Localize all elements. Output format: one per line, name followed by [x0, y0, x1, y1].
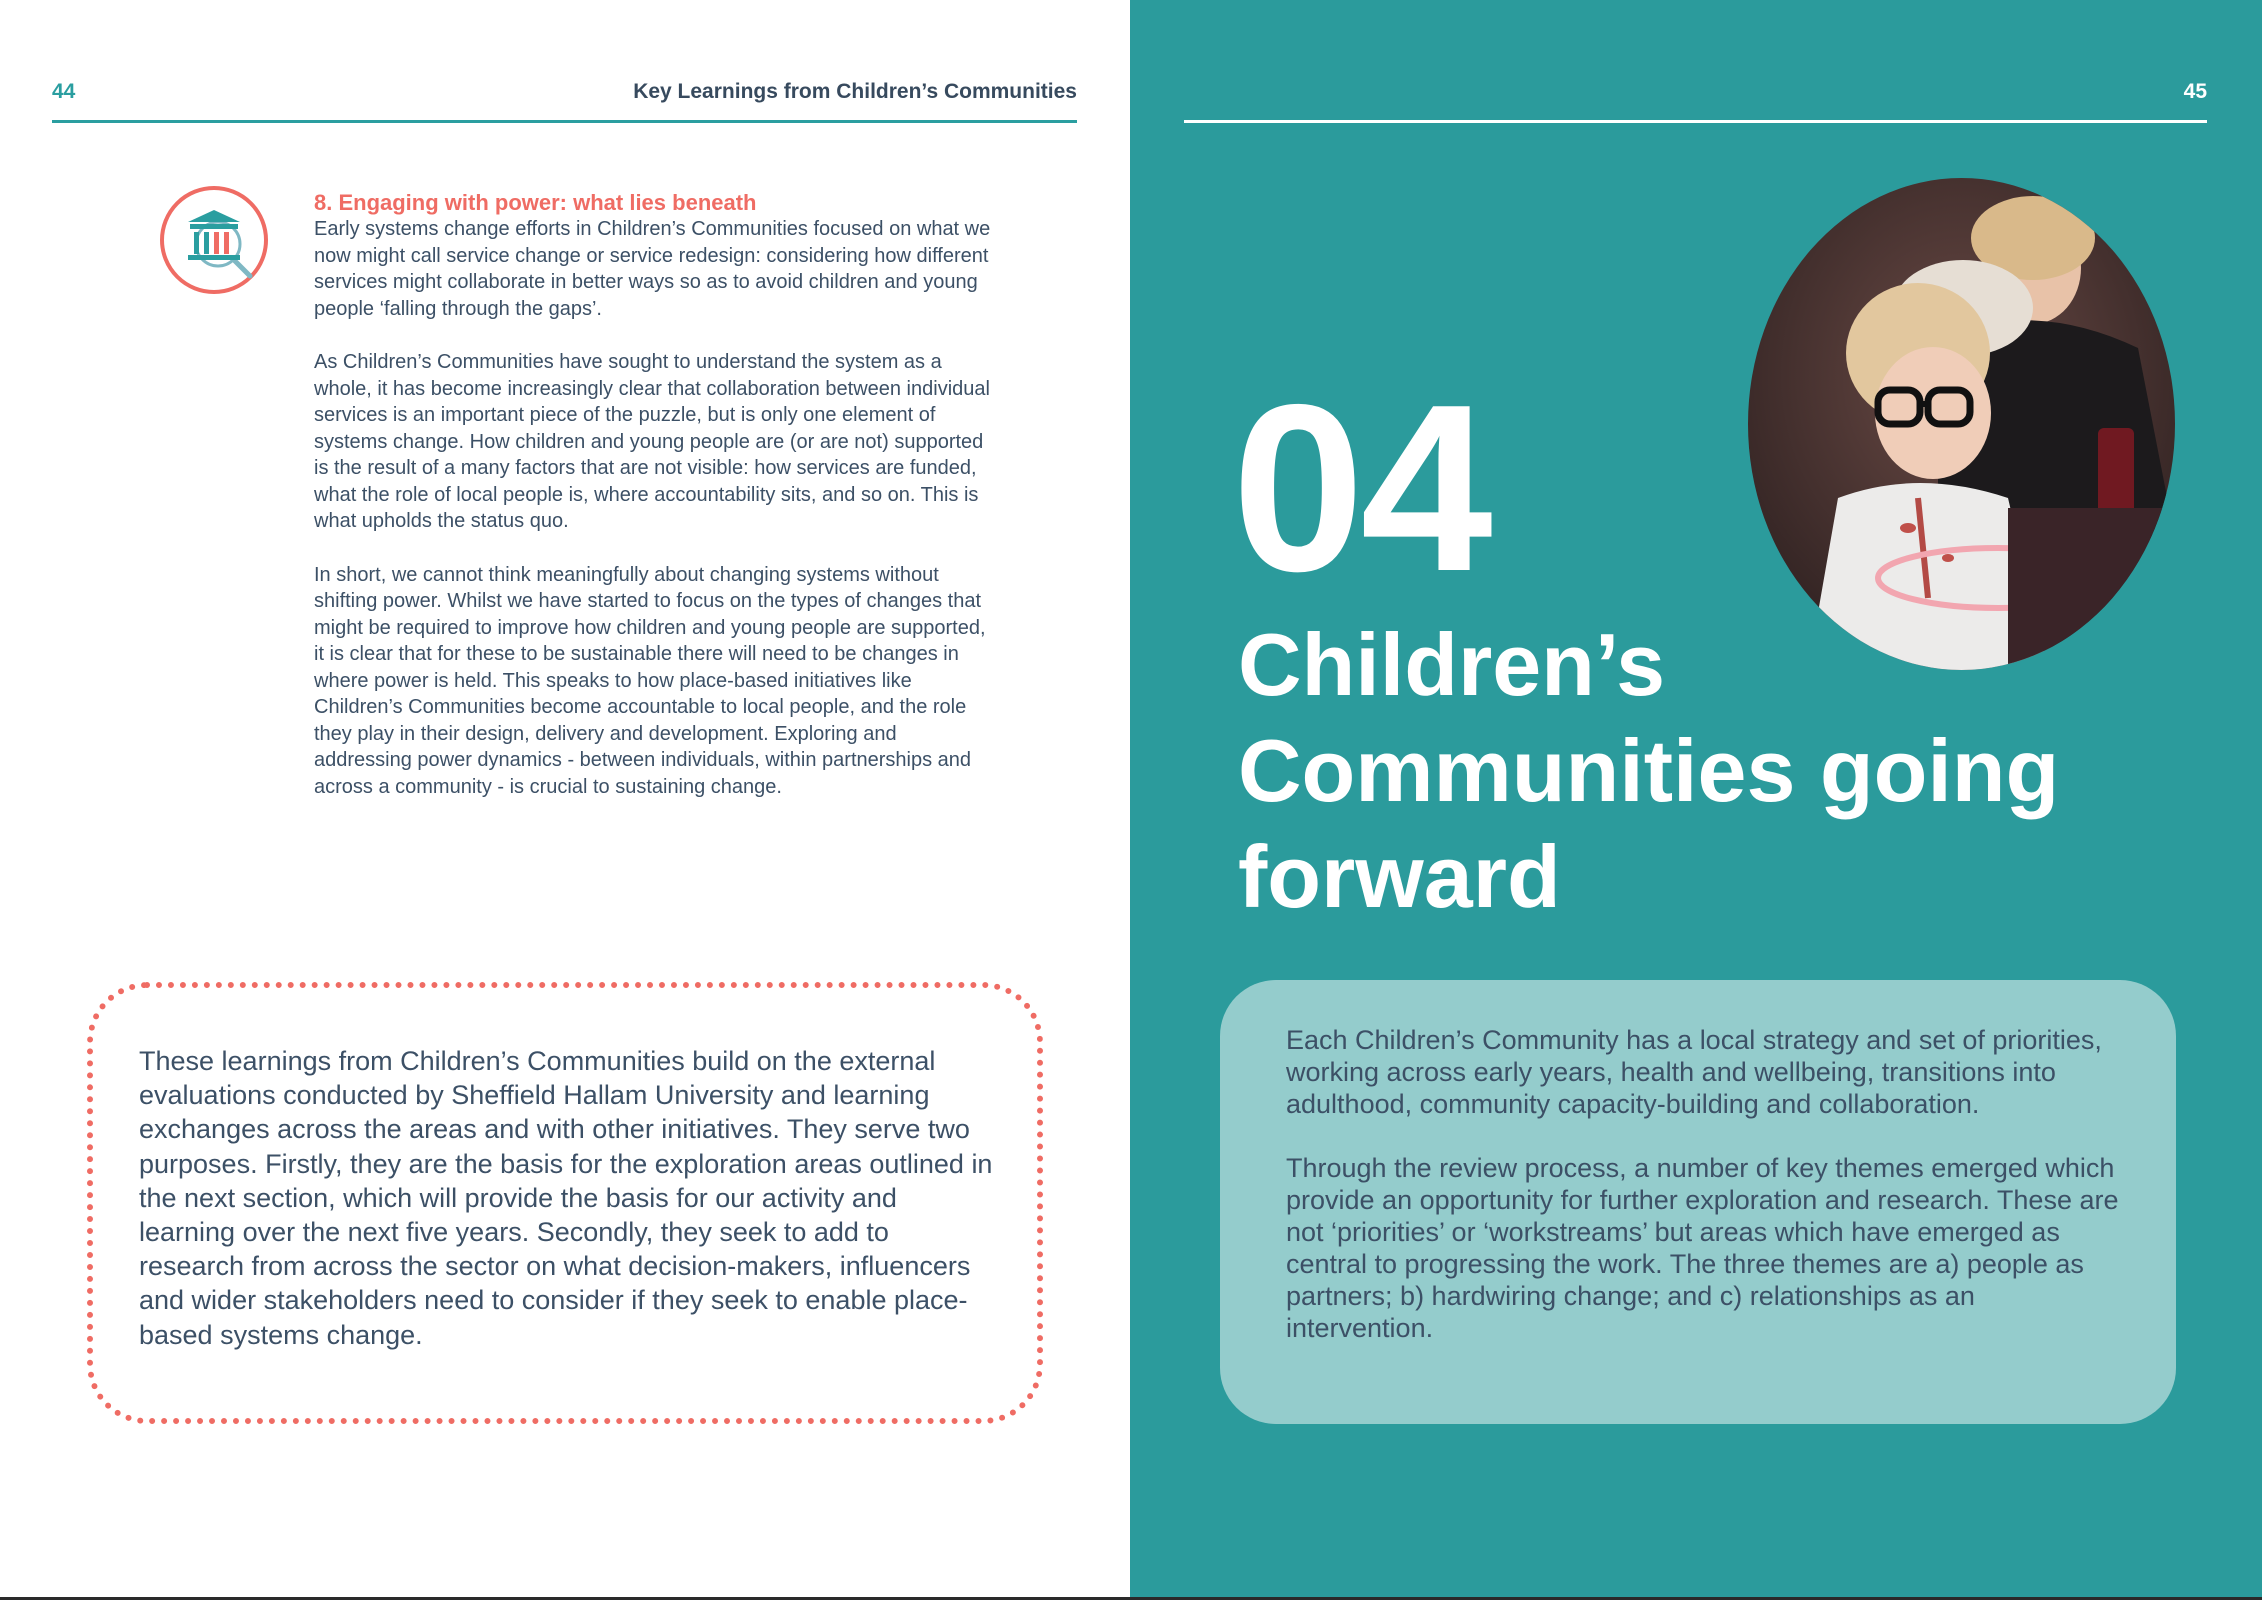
- info-text: [1286, 1024, 2126, 1376]
- callout-text: These learnings from Children’s Communities build on the external evaluations conducted by Sheffield Hallam University and learning exchanges across the areas and with other initiatives. They serve two purposes. Firstly, they are the basis for the exploration areas outlined in the next section, which will provide the basis for our activity and learning over the next five years. Secondly, they seek to add to research from across the sector on what decision-makers, influencers and wider stakeholders need to consider if they seek to enable place-based systems change.: [139, 1046, 993, 1350]
- section-paragraph: In short, we cannot think meaningfully about changing systems without shifting power. Whilst we have started to focus on the types of changes that might be required to improve how children and young people are supported, it is clear that for these to be sustainable there will need to be changes in where power is held. This speaks to how place-based initiatives like Children’s Communities become accountable to local people, and the role they play in their design, delivery and development. Exploring and addressing power dynamics - between individuals, within partnerships and across a community - is crucial to sustaining change.: [314, 563, 986, 798]
- chapter-number: 04: [1232, 356, 1489, 621]
- child-in-costume-photo: [1748, 178, 2175, 670]
- section-paragraph: Early systems change efforts in Children’s Communities focused on what we now might call service change or service redesign: considering how different services might collaborate in better ways so as to avoid children and young people ‘falling through the gaps’.: [314, 218, 991, 320]
- section-paragraph: As Children’s Communities have sought to understand the system as a whole, it has become increasingly clear that collaboration between individual services is an important piece of the puzzle, but is only one element of systems change. How children and young people are (or are not) supported is the result of a many factors that are not visible: how services are funded, what the role of local people is, where accountability sits, and so on. This is what upholds the status quo.: [314, 351, 990, 532]
- info-paragraph: Each Children’s Community has a local strategy and set of priorities, working across early years, health and wellbeing, transitions into adulthood, community capacity-building and collaboration.: [1286, 1025, 2102, 1119]
- section-heading: 8. Engaging with power: what lies beneath: [314, 190, 757, 215]
- power-magnifier-icon: [158, 184, 270, 296]
- running-title: Key Learnings from Children’s Communities: [633, 80, 1077, 103]
- info-paragraph: Through the review process, a number of key themes emerged which provide an opportunity for further exploration and research. These are not ‘priorities’ or ‘workstreams’ but areas which have emerged as central to progressing the work. The three themes are a) people as partners; b) hardwiring change; and c) relationships as an intervention.: [1286, 1153, 2119, 1343]
- chapter-title: Children’s Communities going forward: [1238, 615, 2060, 926]
- page-number: 44: [52, 80, 76, 103]
- page-number: 45: [2183, 80, 2207, 103]
- header-rule: [1184, 120, 2207, 123]
- left-page: [0, 0, 1130, 1600]
- header-rule: [52, 120, 1077, 123]
- power-section: [314, 190, 994, 827]
